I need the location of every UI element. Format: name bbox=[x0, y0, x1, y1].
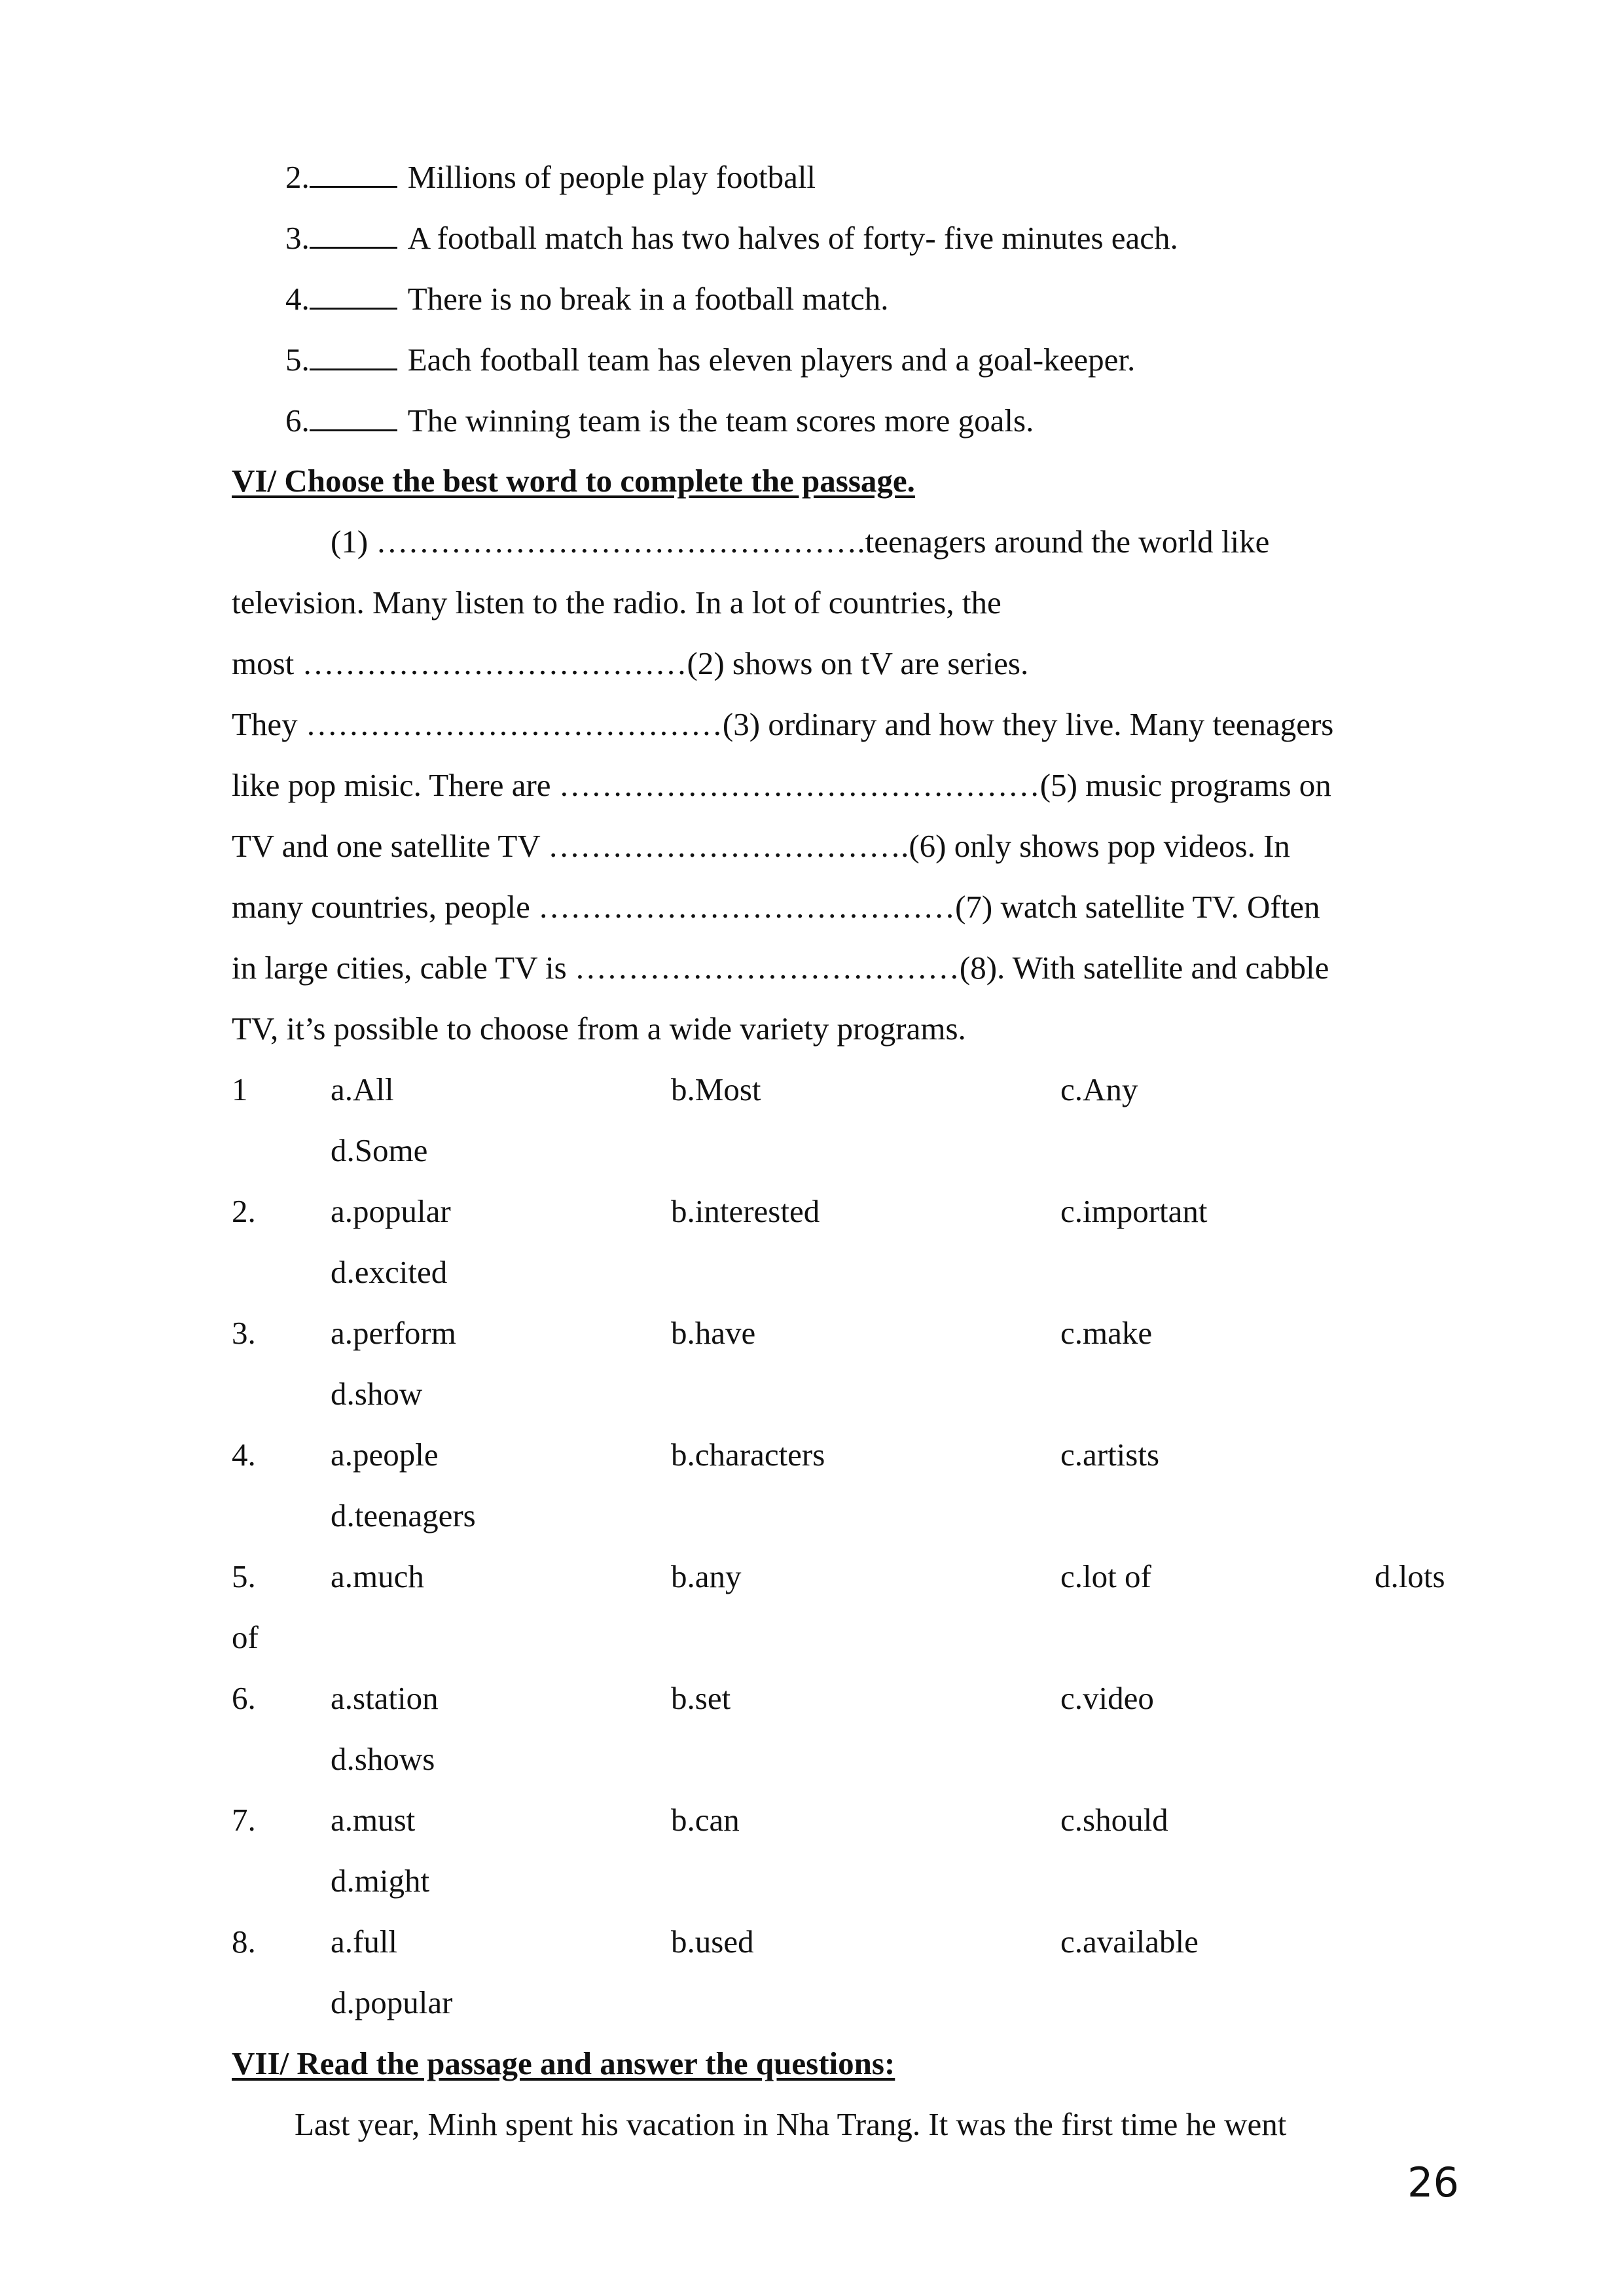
option-b: b.Most bbox=[671, 1071, 761, 1107]
option-d: d.lots bbox=[1375, 1558, 1445, 1594]
question-number: 7. bbox=[232, 1802, 256, 1838]
tf-item-5 bbox=[285, 340, 1135, 380]
option-c: c.should bbox=[1060, 1802, 1168, 1838]
tf-item-number: 4. bbox=[285, 281, 310, 317]
option-d: d.teenagers bbox=[331, 1498, 476, 1534]
option-d-continuation: of bbox=[232, 1619, 259, 1655]
option-c: c.important bbox=[1060, 1193, 1208, 1229]
option-b: b.any bbox=[671, 1558, 742, 1594]
passage-line: like pop misic. There are ………………………………………(5) music programs on bbox=[232, 767, 1331, 803]
option-a: a.full bbox=[331, 1924, 398, 1960]
tf-item-4 bbox=[285, 279, 889, 319]
tf-item-3 bbox=[285, 218, 1178, 258]
option-d: d.popular bbox=[331, 1984, 453, 2020]
option-a: a.perform bbox=[331, 1315, 456, 1351]
option-b: b.have bbox=[671, 1315, 756, 1351]
question-number: 1 bbox=[232, 1071, 248, 1107]
option-a: a.much bbox=[331, 1558, 424, 1594]
question-number: 6. bbox=[232, 1680, 256, 1716]
option-a: a.must bbox=[331, 1802, 416, 1838]
option-c: c.artists bbox=[1060, 1437, 1160, 1473]
option-d: d.might bbox=[331, 1863, 430, 1899]
passage-line: They …………………………………(3) ordinary and how they live. Many teenagers bbox=[232, 706, 1334, 742]
option-c: c.make bbox=[1060, 1315, 1153, 1351]
option-b: b.interested bbox=[671, 1193, 820, 1229]
option-a: a.people bbox=[331, 1437, 439, 1473]
option-c: c.Any bbox=[1060, 1071, 1138, 1107]
option-a: a.All bbox=[331, 1071, 394, 1107]
option-b: b.can bbox=[671, 1802, 740, 1838]
passage-line: television. Many listen to the radio. In a lot of countries, the bbox=[232, 584, 1001, 620]
section-6-heading: VI/ Choose the best word to complete the passage. bbox=[232, 463, 915, 499]
passage-line: in large cities, cable TV is ………………………………(8). With satellite and cabble bbox=[232, 950, 1329, 986]
page-number: 26 bbox=[1407, 2159, 1459, 2206]
tf-item-text: Each football team has eleven players and a goal-keeper. bbox=[407, 342, 1136, 378]
tf-item-number: 6. bbox=[285, 403, 310, 439]
option-d: d.Some bbox=[331, 1132, 428, 1168]
tf-item-text: A football match has two halves of forty- five minutes each. bbox=[407, 220, 1178, 256]
option-c: c.available bbox=[1060, 1924, 1199, 1960]
option-b: b.characters bbox=[671, 1437, 825, 1473]
question-number: 3. bbox=[232, 1315, 256, 1351]
passage-line: TV, it’s possible to choose from a wide variety programs. bbox=[232, 1011, 966, 1047]
tf-item-2 bbox=[285, 157, 816, 197]
passage-line: most ………………………………(2) shows on tV are series. bbox=[232, 645, 1029, 681]
tf-item-number: 3. bbox=[285, 220, 310, 256]
option-a: a.station bbox=[331, 1680, 439, 1716]
tf-item-number: 2. bbox=[285, 159, 310, 195]
section-7-heading: VII/ Read the passage and answer the questions: bbox=[232, 2045, 895, 2081]
question-number: 5. bbox=[232, 1558, 256, 1594]
option-b: b.used bbox=[671, 1924, 754, 1960]
passage-line: TV and one satellite TV …………………………….(6) only shows pop videos. In bbox=[232, 828, 1290, 864]
question-number: 8. bbox=[232, 1924, 256, 1960]
tf-item-text: The winning team is the team scores more goals. bbox=[407, 403, 1034, 439]
option-b: b.set bbox=[671, 1680, 731, 1716]
tf-item-number: 5. bbox=[285, 342, 310, 378]
answer-blank bbox=[310, 279, 397, 310]
tf-item-6 bbox=[285, 401, 1034, 440]
question-number: 2. bbox=[232, 1193, 256, 1229]
answer-blank bbox=[310, 401, 397, 431]
option-c: c.video bbox=[1060, 1680, 1154, 1716]
passage-line: many countries, people …………………………………(7) watch satellite TV. Often bbox=[232, 889, 1320, 925]
tf-item-text: Millions of people play football bbox=[407, 159, 816, 195]
answer-blank bbox=[310, 340, 397, 370]
option-c: c.lot of bbox=[1060, 1558, 1151, 1594]
tf-item-text: There is no break in a football match. bbox=[407, 281, 889, 317]
option-d: d.shows bbox=[331, 1741, 435, 1777]
option-a: a.popular bbox=[331, 1193, 451, 1229]
option-d: d.show bbox=[331, 1376, 423, 1412]
passage-line: (1) ……………………………………….teenagers around the world like bbox=[331, 524, 1270, 560]
option-d: d.excited bbox=[331, 1254, 448, 1290]
answer-blank bbox=[310, 218, 397, 249]
answer-blank bbox=[310, 157, 397, 188]
passage-line: Last year, Minh spent his vacation in Nha Trang. It was the first time he went bbox=[295, 2106, 1287, 2142]
question-number: 4. bbox=[232, 1437, 256, 1473]
